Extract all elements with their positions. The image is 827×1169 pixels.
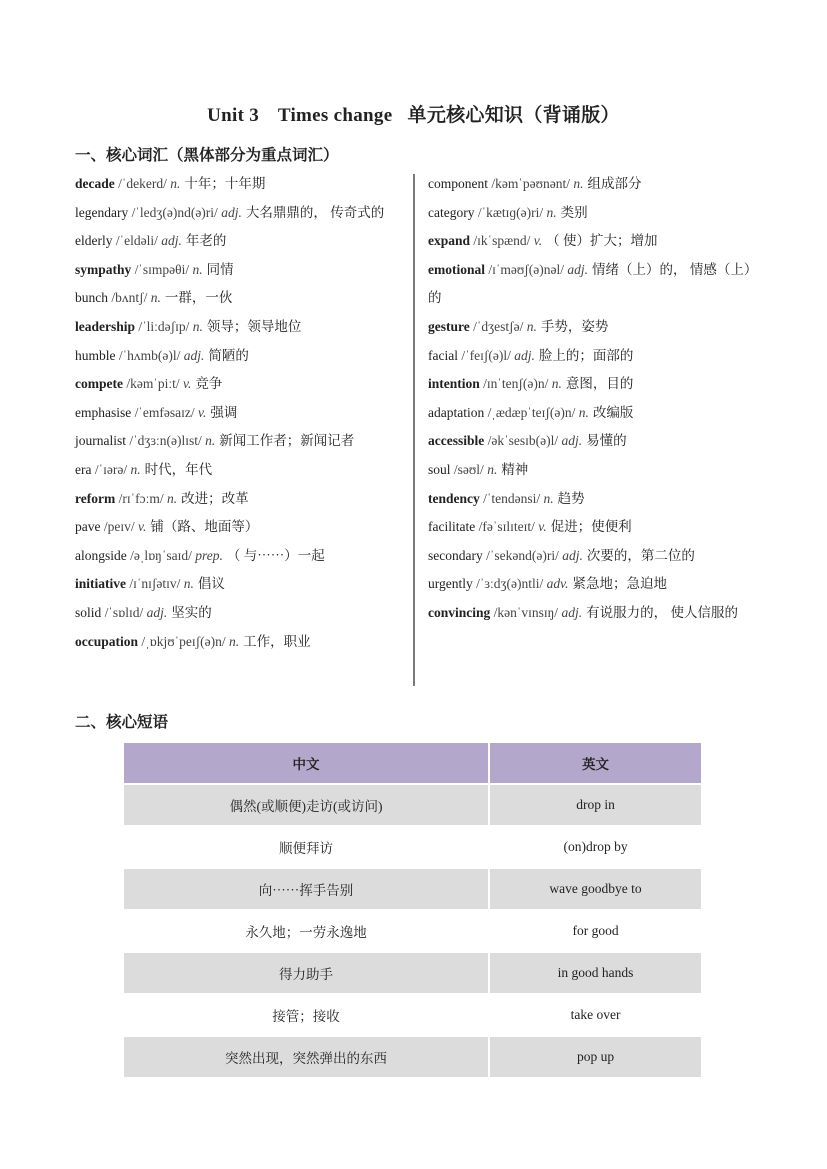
vocab-meaning: 坚实的 bbox=[171, 604, 212, 620]
phrase-english-cell: drop in bbox=[489, 784, 702, 826]
vocab-word: journalist bbox=[75, 433, 126, 449]
vocab-word: leadership bbox=[75, 318, 136, 334]
vocab-meaning: 改进；改革 bbox=[181, 490, 249, 506]
vocab-entry bbox=[428, 399, 753, 428]
vocab-part-of-speech: v. bbox=[182, 376, 192, 392]
vocab-word: convincing bbox=[428, 604, 491, 620]
vocab-meaning: 易懂的 bbox=[586, 433, 627, 449]
vocab-phonetic: /ˈkætɪɡ(ə)ri/ bbox=[474, 204, 547, 220]
vocab-part-of-speech: n. bbox=[205, 433, 216, 449]
vocab-word: expand bbox=[428, 233, 471, 249]
vocab-entry bbox=[75, 599, 405, 628]
vocab-word: decade bbox=[75, 176, 115, 191]
vocab-part-of-speech: adj. bbox=[514, 347, 535, 363]
vocab-word: legendary bbox=[75, 204, 129, 220]
vocab-word: elderly bbox=[75, 233, 113, 249]
vocab-phonetic: /ɪˈnɪʃətɪv/ bbox=[126, 576, 184, 592]
vocab-meaning: 工作，职业 bbox=[243, 633, 311, 649]
vocab-entry bbox=[428, 342, 753, 371]
table-row bbox=[124, 994, 702, 1036]
vocab-meaning: 紧急地；急迫地 bbox=[572, 576, 668, 592]
vocab-entry bbox=[75, 199, 405, 228]
table-row bbox=[124, 1036, 702, 1077]
phrase-english-cell: wave goodbye to bbox=[489, 868, 702, 910]
vocab-phonetic: /ɪkˈspænd/ bbox=[470, 233, 534, 249]
table-row bbox=[124, 826, 702, 868]
vocab-phonetic: /kənˈvɪnsɪŋ/ bbox=[490, 604, 562, 620]
vocab-meaning: 十年；十年期 bbox=[184, 176, 266, 191]
vocab-entry bbox=[428, 256, 753, 313]
phrase-chinese-cell: 向⋯⋯挥手告别 bbox=[124, 868, 489, 910]
vocab-entry bbox=[75, 170, 405, 199]
table-row bbox=[124, 910, 702, 952]
vocab-entry bbox=[75, 313, 405, 342]
vocab-meaning: 有说服力的， 使人信服的 bbox=[586, 604, 738, 620]
vocab-word: facial bbox=[428, 347, 458, 363]
vocab-meaning: 简陋的 bbox=[208, 347, 249, 363]
vocab-entry bbox=[75, 628, 405, 657]
vocab-word: alongside bbox=[75, 547, 127, 563]
vocab-phonetic: /əˌlɒŋˈsaɪd/ bbox=[126, 547, 196, 563]
vocab-entry bbox=[75, 399, 405, 428]
vocab-word: emphasise bbox=[75, 404, 132, 420]
vocab-word: pave bbox=[75, 519, 101, 535]
header-english: 英文 bbox=[489, 743, 702, 784]
vocab-part-of-speech: v. bbox=[533, 233, 543, 249]
vocab-part-of-speech: n. bbox=[573, 176, 584, 191]
vocab-entry bbox=[75, 542, 405, 571]
vocab-phonetic: /ˌɒkjʊˈpeɪʃ(ə)n/ bbox=[138, 633, 229, 649]
vocab-phonetic: /ˈeldəli/ bbox=[112, 233, 162, 249]
vocab-part-of-speech: n. bbox=[551, 376, 562, 392]
table-row bbox=[124, 868, 702, 910]
vocab-entry bbox=[428, 513, 753, 542]
vocab-part-of-speech: adj. bbox=[561, 433, 583, 449]
vocab-meaning: 倡议 bbox=[197, 576, 225, 592]
vocab-part-of-speech: adj. bbox=[562, 547, 583, 563]
vocab-meaning: 组成部分 bbox=[587, 176, 642, 191]
vocab-part-of-speech: adj. bbox=[161, 233, 182, 249]
vocab-meaning: 铺（路、地面等） bbox=[150, 519, 259, 535]
vocab-phonetic: /ˈdʒestʃə/ bbox=[469, 318, 527, 334]
vocab-part-of-speech: v. bbox=[137, 519, 147, 535]
vocab-entry bbox=[428, 170, 753, 199]
vocab-phonetic: /ˈdʒɜːn(ə)lɪst/ bbox=[126, 433, 206, 449]
vocab-part-of-speech: n. bbox=[228, 633, 240, 649]
table-header-row bbox=[124, 743, 702, 784]
section-vocabulary-heading: 一、核心词汇（黑体部分为重点词汇） bbox=[75, 147, 339, 164]
vocab-part-of-speech: adj. bbox=[561, 604, 583, 620]
vocab-meaning: 强调 bbox=[210, 404, 238, 420]
vocab-word: humble bbox=[75, 347, 116, 363]
vocab-word: tendency bbox=[428, 490, 480, 506]
vocab-word: soul bbox=[428, 461, 451, 477]
vocab-word: reform bbox=[75, 490, 116, 506]
vocab-phonetic: /ˈɜːdʒ(ə)ntli/ bbox=[472, 576, 547, 592]
vocab-phonetic: /ˈhʌmb(ə)l/ bbox=[115, 347, 184, 363]
vocab-part-of-speech: v. bbox=[538, 519, 547, 535]
vocab-meaning: 脸上的；面部的 bbox=[538, 347, 634, 363]
vocab-word: era bbox=[75, 461, 92, 477]
vocab-word: gesture bbox=[428, 318, 470, 334]
vocab-entry bbox=[75, 485, 405, 514]
vocab-phonetic: /kəmˈpəʊnənt/ bbox=[488, 176, 574, 191]
vocab-phonetic: /ˈliːdəʃɪp/ bbox=[135, 318, 193, 334]
vocab-entry bbox=[75, 570, 405, 599]
vocab-meaning: （ 使）扩大；增加 bbox=[546, 233, 658, 249]
vocab-word: component bbox=[428, 176, 488, 191]
vocab-part-of-speech: prep. bbox=[195, 547, 223, 563]
phrase-chinese-cell: 接管；接收 bbox=[124, 994, 489, 1036]
vocab-entry bbox=[428, 456, 753, 485]
vocab-entry bbox=[428, 370, 753, 399]
vocab-word: facilitate bbox=[428, 519, 476, 535]
vocab-part-of-speech: adv. bbox=[546, 576, 569, 592]
vocab-meaning: 同情 bbox=[206, 261, 234, 277]
header-chinese: 中文 bbox=[124, 743, 489, 784]
vocab-entry bbox=[428, 427, 753, 456]
phrase-table bbox=[124, 743, 703, 1077]
vocab-entry bbox=[75, 284, 405, 313]
unit-subtitle: 单元核心知识（背诵版） bbox=[407, 105, 620, 126]
vocab-part-of-speech: adj. bbox=[221, 204, 242, 220]
phrase-english-cell: for good bbox=[489, 910, 702, 952]
vocab-part-of-speech: n. bbox=[183, 576, 194, 592]
vocab-phonetic: /əkˈsesɪb(ə)l/ bbox=[484, 433, 562, 449]
vocab-meaning: 时代，年代 bbox=[144, 461, 213, 477]
vocab-meaning: 一群，一伙 bbox=[164, 290, 233, 306]
vocab-phonetic: /ˈtendənsi/ bbox=[479, 490, 544, 506]
vocab-part-of-speech: n. bbox=[526, 318, 537, 334]
vocab-part-of-speech: n. bbox=[192, 261, 203, 277]
vocab-phonetic: /fəˈsɪlɪteɪt/ bbox=[475, 519, 539, 535]
vocab-phonetic: /bʌntʃ/ bbox=[108, 290, 151, 306]
vocab-word: emotional bbox=[428, 261, 485, 277]
phrase-chinese-cell: 永久地；一劳永逸地 bbox=[124, 910, 489, 952]
vocab-entry bbox=[75, 342, 405, 371]
vocab-part-of-speech: n. bbox=[170, 176, 181, 191]
phrase-chinese-cell: 得力助手 bbox=[124, 952, 489, 994]
vocab-phonetic: /ˈsɪmpəθi/ bbox=[131, 261, 193, 277]
phrase-english-cell: (on)drop by bbox=[489, 826, 702, 868]
vocab-phonetic: /ˈsɒlɪd/ bbox=[101, 604, 147, 620]
vocab-word: accessible bbox=[428, 433, 485, 449]
vocab-phonetic: /rɪˈfɔːm/ bbox=[115, 490, 167, 506]
vocab-phonetic: /ˌædæpˈteɪʃ(ə)n/ bbox=[484, 404, 579, 420]
vocab-meaning: （ 与⋯⋯）一起 bbox=[226, 547, 325, 563]
vocab-phonetic: /kəmˈpiːt/ bbox=[122, 376, 183, 392]
phrase-english-cell: take over bbox=[489, 994, 702, 1036]
vocab-entry bbox=[75, 256, 405, 285]
vocab-part-of-speech: n. bbox=[166, 490, 178, 506]
vocab-meaning: 年老的 bbox=[185, 233, 227, 249]
vocab-meaning: 类别 bbox=[560, 204, 588, 220]
column-divider bbox=[413, 174, 415, 686]
vocab-meaning: 促进；使便利 bbox=[550, 519, 632, 535]
vocab-word: category bbox=[428, 204, 475, 220]
vocab-word: initiative bbox=[75, 576, 126, 592]
vocab-part-of-speech: adj. bbox=[146, 604, 168, 620]
vocab-part-of-speech: n. bbox=[487, 461, 498, 477]
vocab-part-of-speech: n. bbox=[543, 490, 554, 506]
vocab-part-of-speech: n. bbox=[546, 204, 557, 220]
vocab-meaning: 竞争 bbox=[195, 376, 223, 392]
vocab-word: compete bbox=[75, 376, 123, 392]
vocab-meaning: 手势，姿势 bbox=[540, 318, 609, 334]
vocab-entry bbox=[428, 485, 753, 514]
vocab-meaning: 改编版 bbox=[592, 404, 634, 420]
vocab-phonetic: /ˈdekerd/ bbox=[114, 176, 171, 191]
unit-theme: Times change bbox=[277, 105, 393, 126]
vocab-meaning: 次要的，第二位的 bbox=[586, 547, 695, 563]
vocab-phonetic: /ɪˈməʊʃ(ə)nəl/ bbox=[485, 261, 568, 277]
vocab-column-left bbox=[75, 170, 405, 656]
vocab-word: urgently bbox=[428, 576, 473, 592]
phrase-chinese-cell: 突然出现，突然弹出的东西 bbox=[124, 1036, 489, 1077]
vocab-meaning: 领导；领导地位 bbox=[206, 318, 302, 334]
vocab-entry bbox=[75, 427, 405, 456]
vocab-part-of-speech: n. bbox=[192, 318, 203, 334]
vocab-meaning: 趋势 bbox=[557, 490, 585, 506]
vocab-phonetic: /peɪv/ bbox=[100, 519, 138, 535]
unit-number: Unit 3 bbox=[207, 105, 260, 126]
phrase-chinese-cell: 偶然(或顺便)走访(或访问) bbox=[124, 784, 489, 826]
vocab-phonetic: /ˈɪərə/ bbox=[91, 461, 131, 477]
vocab-part-of-speech: n. bbox=[130, 461, 141, 477]
vocab-entry bbox=[75, 227, 405, 256]
vocab-word: occupation bbox=[75, 633, 139, 649]
vocab-entry bbox=[428, 599, 753, 628]
vocab-phonetic: /ˈfeɪʃ(ə)l/ bbox=[457, 347, 515, 363]
vocab-column-right bbox=[428, 170, 753, 628]
phrase-english-cell: in good hands bbox=[489, 952, 702, 994]
vocab-entry bbox=[428, 570, 753, 599]
vocab-word: bunch bbox=[75, 290, 108, 306]
vocab-meaning: 大名鼎鼎的， 传奇式的 bbox=[245, 204, 385, 220]
vocab-meaning: 情绪（上）的， 情感（上）的 bbox=[428, 261, 751, 306]
vocab-entry bbox=[75, 513, 405, 542]
vocab-entry bbox=[428, 542, 753, 571]
vocab-phonetic: /səʊl/ bbox=[450, 461, 488, 477]
vocab-entry bbox=[428, 199, 753, 228]
vocab-word: secondary bbox=[428, 547, 483, 563]
page-title bbox=[0, 100, 827, 127]
vocab-phonetic: /ˈsekənd(ə)ri/ bbox=[482, 547, 563, 563]
vocab-entry bbox=[75, 456, 405, 485]
vocab-word: intention bbox=[428, 376, 480, 392]
vocab-part-of-speech: adj. bbox=[567, 261, 589, 277]
vocab-meaning: 意图，目的 bbox=[565, 376, 634, 392]
vocab-entry bbox=[428, 313, 753, 342]
vocab-part-of-speech: adj. bbox=[183, 347, 205, 363]
vocab-part-of-speech: n. bbox=[578, 404, 589, 420]
vocab-meaning: 精神 bbox=[501, 461, 529, 477]
vocab-word: adaptation bbox=[428, 404, 485, 420]
vocab-entry bbox=[75, 370, 405, 399]
vocab-entry bbox=[428, 227, 753, 256]
vocab-part-of-speech: n. bbox=[150, 290, 161, 306]
section-phrases-heading: 二、核心短语 bbox=[75, 714, 169, 731]
table-row bbox=[124, 952, 702, 994]
vocab-phonetic: /ˈemfəsaɪz/ bbox=[131, 404, 198, 420]
vocab-meaning: 新闻工作者；新闻记者 bbox=[219, 433, 355, 449]
vocab-phonetic: /ɪnˈtenʃ(ə)n/ bbox=[479, 376, 552, 392]
table-row bbox=[124, 784, 702, 826]
vocab-word: sympathy bbox=[75, 261, 132, 277]
phrase-chinese-cell: 顺便拜访 bbox=[124, 826, 489, 868]
vocab-word: solid bbox=[75, 604, 102, 620]
vocab-part-of-speech: v. bbox=[197, 404, 207, 420]
vocab-phonetic: /ˈledʒ(ə)nd(ə)ri/ bbox=[128, 204, 222, 220]
phrase-english-cell: pop up bbox=[489, 1036, 702, 1077]
